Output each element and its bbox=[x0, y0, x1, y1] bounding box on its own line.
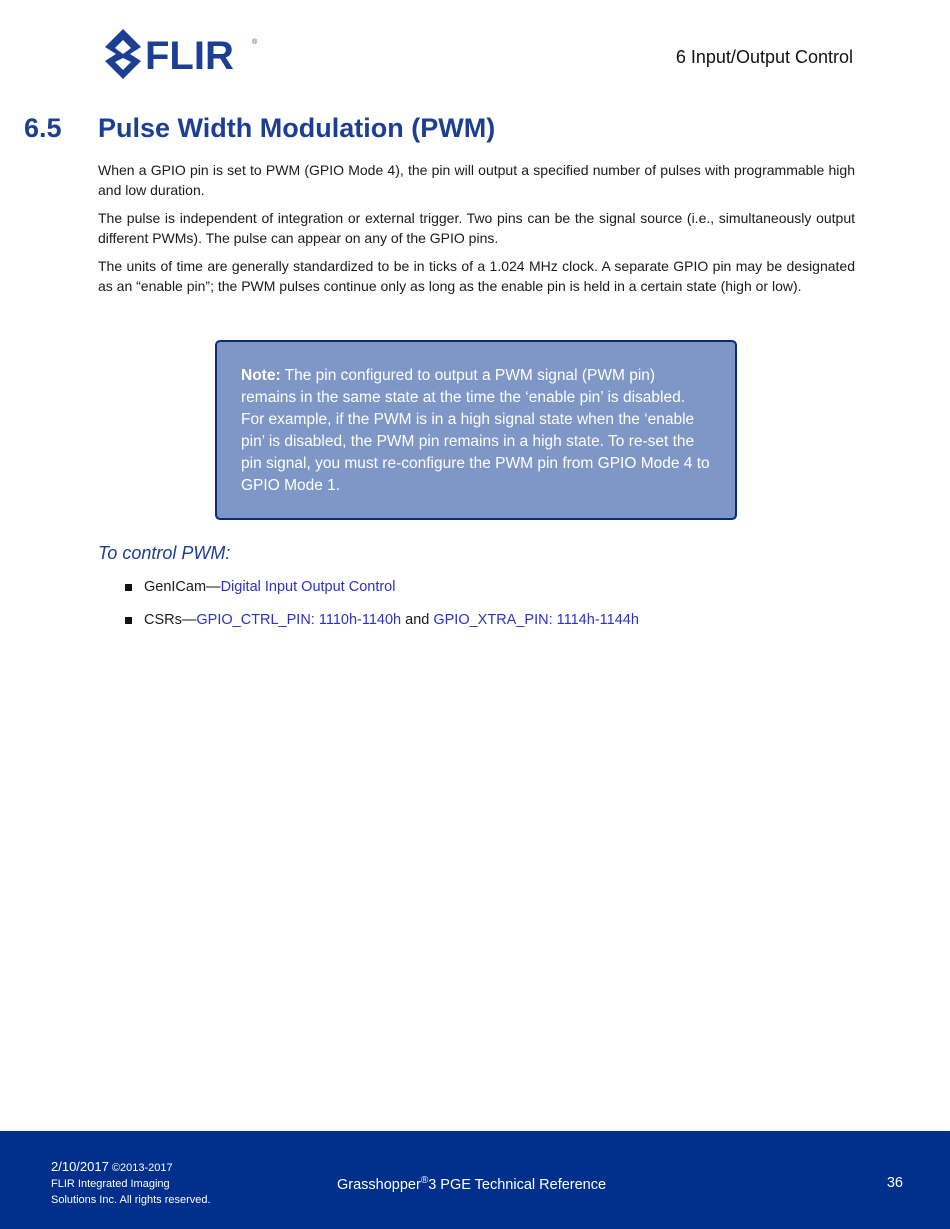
note-box bbox=[215, 340, 737, 520]
item-prefix: CSRs— bbox=[144, 612, 197, 628]
svg-text:®: ® bbox=[252, 39, 258, 46]
link-gpio-ctrl-pin[interactable]: GPIO_CTRL_PIN: 1110h-1140h bbox=[196, 612, 402, 628]
footer-copyright: ©2013-2017 bbox=[108, 1162, 173, 1174]
flir-logo bbox=[104, 28, 260, 82]
note-label: Note: bbox=[241, 367, 281, 384]
bullet-square-icon bbox=[125, 617, 132, 624]
logo-wordmark: FLIR bbox=[145, 34, 234, 78]
list-item bbox=[124, 577, 639, 610]
list-item bbox=[124, 610, 639, 643]
paragraph-1: When a GPIO pin is set to PWM (GPIO Mode 4), the pin will output a specified number of pulses with programmable high and low duration. bbox=[98, 162, 855, 198]
item-prefix: GenICam— bbox=[144, 579, 221, 595]
paragraph-3: The units of time are generally standardized to be in ticks of a 1.024 MHz clock. A separate GPIO pin may be designated as an “enable pin”; the PWM pulses continue only as long as the enable pin is held in a certain state (high or low). bbox=[98, 258, 855, 294]
note-text: The pin configured to output a PWM signal (PWM pin) remains in the same state at the time the ‘enable pin’ is disabled. For example, if the PWM is in a high signal state when the ‘enable pin’ is disabled, the PWM pin remains in a high state. To re-set the pin signal, you must re-configure the PWM pin from GPIO Mode 4 to GPIO Mode 1. bbox=[241, 367, 710, 494]
running-header: 6 Input/Output Control bbox=[675, 47, 853, 67]
link-digital-io-control[interactable]: Digital Input Output Control bbox=[220, 579, 396, 595]
footer-company-line2: Solutions Inc. All rights reserved. bbox=[51, 1194, 211, 1206]
bullet-square-icon bbox=[125, 584, 132, 591]
link-gpio-xtra-pin[interactable]: GPIO_XTRA_PIN: 1114h-1144h bbox=[433, 612, 639, 628]
footer-doc-title: Grasshopper®3 PGE Technical Reference bbox=[337, 1175, 607, 1193]
page-number: 36 bbox=[886, 1175, 903, 1191]
item-connector: and bbox=[401, 612, 434, 628]
procedure-heading: To control PWM: bbox=[98, 543, 231, 563]
page-footer bbox=[0, 1131, 950, 1229]
section-title: Pulse Width Modulation (PWM) bbox=[98, 113, 496, 143]
procedure-list bbox=[124, 577, 639, 643]
footer-copyright-block bbox=[51, 1159, 211, 1208]
footer-date: 2/10/2017 bbox=[51, 1159, 109, 1174]
paragraph-2: The pulse is independent of integration or external trigger. Two pins can be the signal source (i.e., simultaneously output different PWMs). The pulse can appear on any of the GPIO pins. bbox=[98, 210, 855, 246]
footer-company-line1: FLIR Integrated Imaging bbox=[51, 1178, 170, 1190]
section-number: 6.5 bbox=[24, 113, 62, 143]
